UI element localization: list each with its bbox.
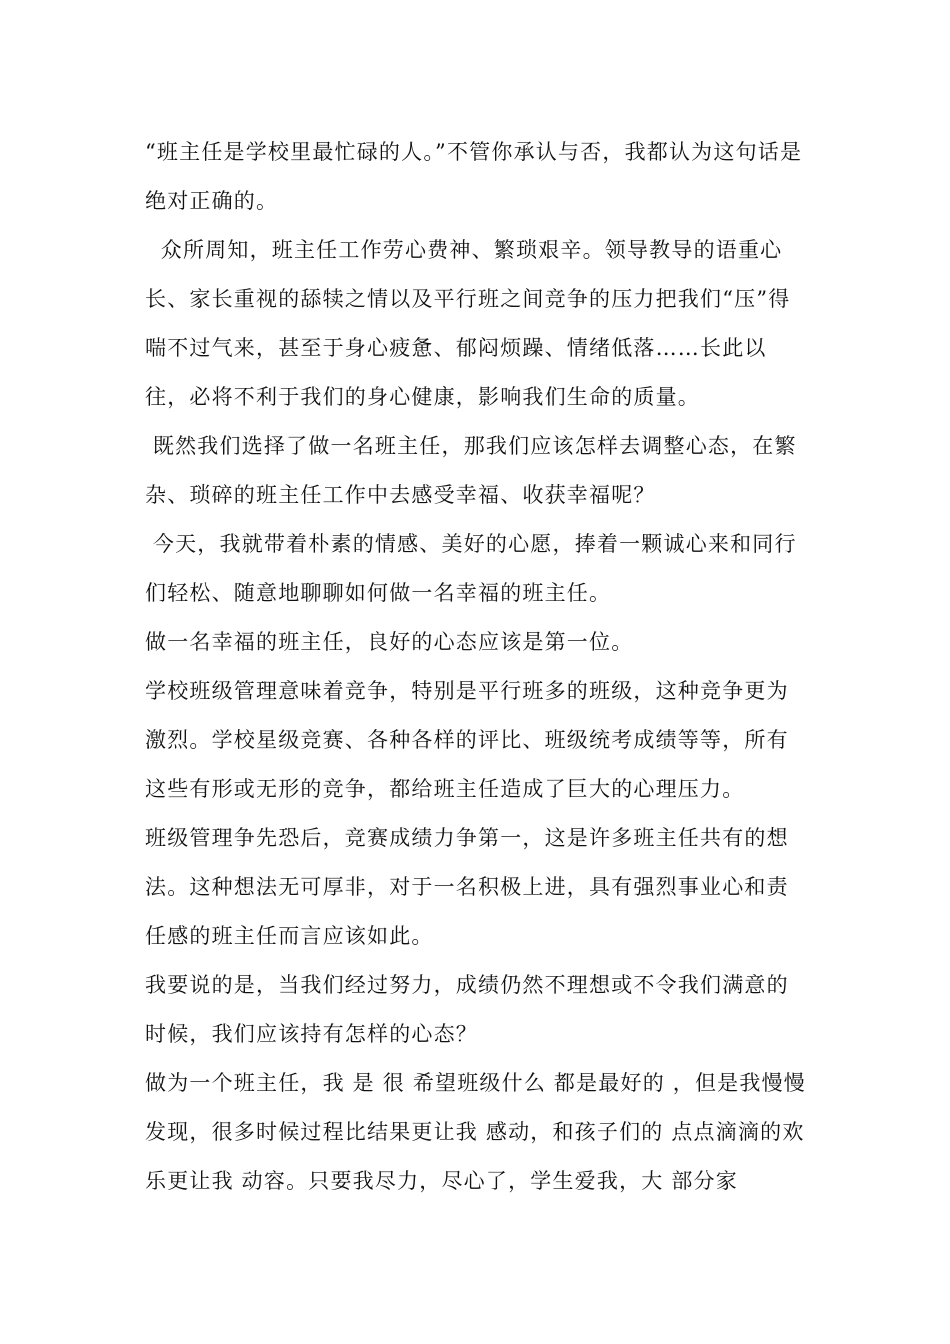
paragraph-8: 我要说的是，当我们经过努力，成绩仍然不理想或不令我们满意的时候，我们应该持有怎样的心态？: [145, 973, 789, 1046]
paragraph-2: 众所周知，班主任工作劳心费神、繁琐艰辛。领导教导的语重心长、家长重视的舔犊之情以及平行班之间竞争的压力把我们“压”得喘不过气来，甚至于身心疲惫、郁闷烦躁、情绪低落……长此以往，必将不利于我们的身心健康，影响我们生命的质量。: [145, 238, 791, 409]
paragraph-6: 学校班级管理意味着竞争，特别是平行班多的班级，这种竞争更为激烈。学校星级竞赛、各种各样的评比、班级统考成绩等等，所有这些有形或无形的竞争，都给班主任造成了巨大的心理压力。: [145, 679, 789, 801]
document-body: [145, 128, 810, 1206]
paragraph-3: 既然我们选择了做一名班主任，那我们应该怎样去调整心态，在繁杂、琐碎的班主任工作中去感受幸福、收获幸福呢？: [145, 434, 797, 507]
paragraph-1: “班主任是学校里最忙碌的人。”不管你承认与否，我都认为这句话是绝对正确的。: [145, 140, 803, 213]
paragraph-4: 今天，我就带着朴素的情感、美好的心愿，捧着一颗诚心来和同行们轻松、随意地聊聊如何做一名幸福的班主任。: [145, 532, 797, 605]
paragraph-5: 做一名幸福的班主任，良好的心态应该是第一位。: [145, 630, 634, 654]
paragraph-9: 做为一个班主任，我 是 很 希望班级什么 都是最好的 ，但是我慢慢发现，很多时候过程比结果更让我 感动，和孩子们的 点点滴滴的欢乐更让我 动容。只要我尽力，尽心了，学生爱我，大 部分家: [145, 1071, 806, 1193]
paragraph-7: 班级管理争先恐后，竞赛成绩力争第一，这是许多班主任共有的想法。这种想法无可厚非，对于一名积极上进，具有强烈事业心和责任感的班主任而言应该如此。: [145, 826, 789, 948]
